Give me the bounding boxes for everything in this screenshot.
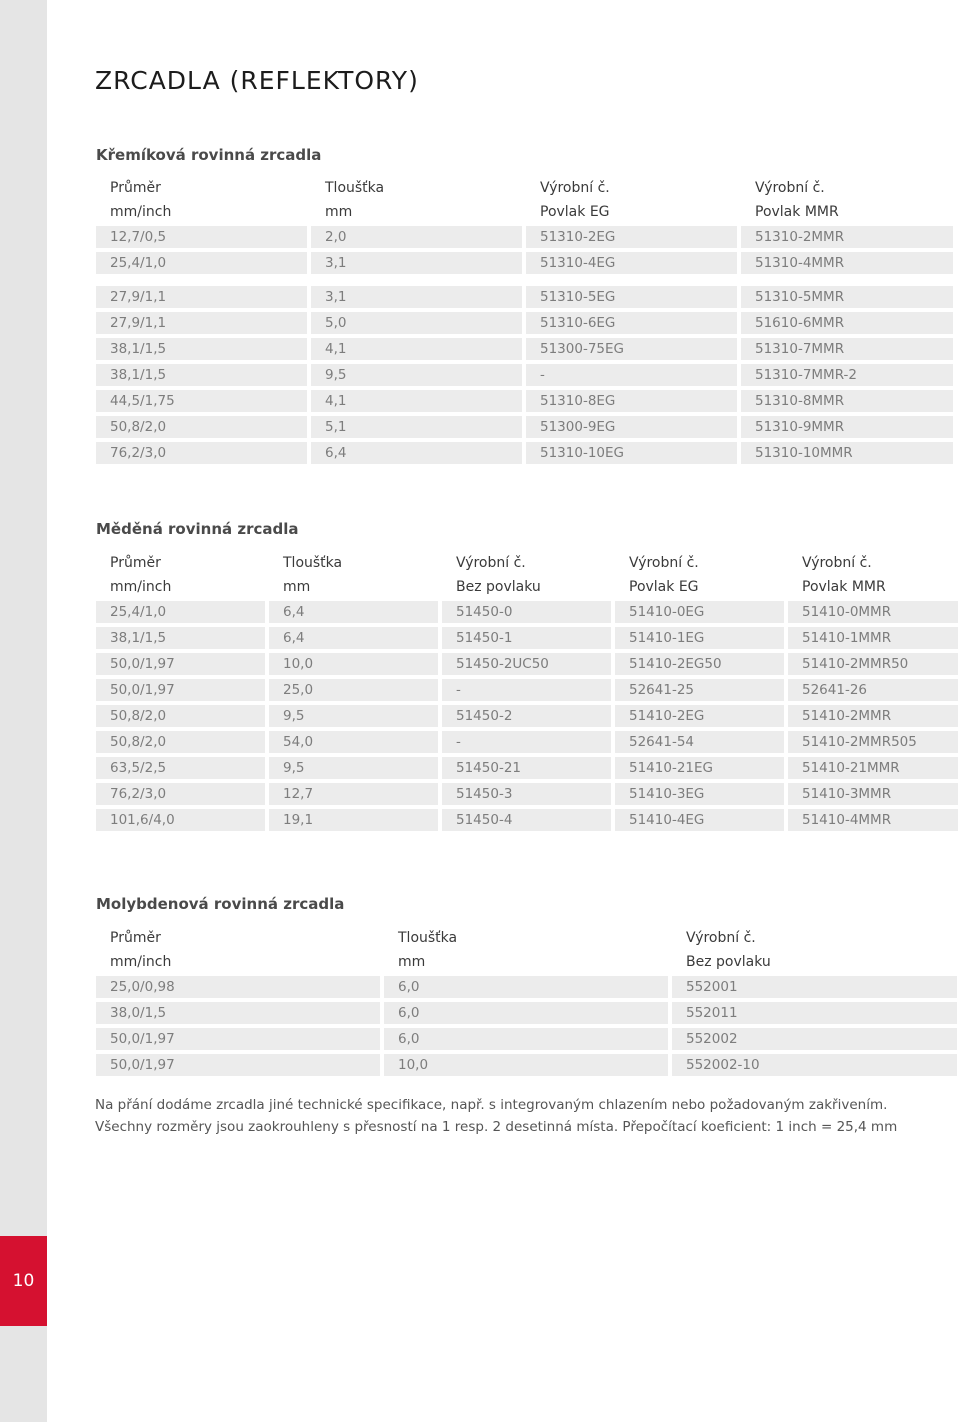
column-header: Bez povlaku [686, 954, 771, 970]
table-cell: 6,4 [269, 601, 438, 623]
table-cell: 51310-2EG [526, 226, 737, 248]
table-cell: 38,0/1,5 [96, 1002, 380, 1024]
table-cell: 51410-3MMR [788, 783, 958, 805]
column-header: Výrobní č. [686, 930, 756, 946]
table-cell: 5,0 [311, 312, 522, 334]
table-cell: 51310-2MMR [741, 226, 953, 248]
table-cell: 51410-2MMR505 [788, 731, 958, 753]
column-header: Povlak MMR [802, 579, 886, 595]
table-cell: 552001 [672, 976, 957, 998]
table-cell: 51450-2 [442, 705, 611, 727]
table-cell: 51450-3 [442, 783, 611, 805]
section-title-molybdenum: Molybdenová rovinná zrcadla [96, 895, 345, 913]
table-cell: 38,1/1,5 [96, 627, 265, 649]
table-cell: 552002-10 [672, 1054, 957, 1076]
section-title-silicon: Křemíková rovinná zrcadla [96, 146, 322, 164]
table-cell: 51410-2EG50 [615, 653, 784, 675]
silicon-mirrors-table [96, 178, 957, 464]
table-cell: 6,4 [311, 442, 522, 464]
table-cell: 51410-4MMR [788, 809, 958, 831]
table-cell: 9,5 [311, 364, 522, 386]
table-cell: 12,7 [269, 783, 438, 805]
table-cell: 19,1 [269, 809, 438, 831]
table-cell: 9,5 [269, 757, 438, 779]
table-cell: 51610-6MMR [741, 312, 953, 334]
table-cell: 51410-1MMR [788, 627, 958, 649]
table-cell: 51410-1EG [615, 627, 784, 649]
table-cell: 51310-5MMR [741, 286, 953, 308]
table-cell: 51410-0MMR [788, 601, 958, 623]
column-header: Průměr [110, 180, 161, 196]
table-cell: 3,1 [311, 252, 522, 274]
table-cell: 51310-4EG [526, 252, 737, 274]
column-header: mm/inch [110, 954, 172, 970]
table-cell: 51300-9EG [526, 416, 737, 438]
table-cell: 50,0/1,97 [96, 1028, 380, 1050]
table-cell: 51410-3EG [615, 783, 784, 805]
page-number-badge: 10 [0, 1236, 47, 1326]
table-cell: 51310-4MMR [741, 252, 953, 274]
table-cell: 51450-0 [442, 601, 611, 623]
table-cell: 50,0/1,97 [96, 653, 265, 675]
table-cell: 51300-75EG [526, 338, 737, 360]
table-cell: 52641-26 [788, 679, 958, 701]
table-cell: 27,9/1,1 [96, 312, 307, 334]
sidebar-strip [0, 0, 47, 1422]
table-cell: 51450-1 [442, 627, 611, 649]
table-cell: 10,0 [384, 1054, 668, 1076]
table-cell: 552002 [672, 1028, 957, 1050]
column-header: mm [398, 954, 426, 970]
table-cell: 76,2/3,0 [96, 783, 265, 805]
table-cell: 51310-10MMR [741, 442, 953, 464]
column-header: Tloušťka [325, 180, 385, 196]
table-cell: 52641-25 [615, 679, 784, 701]
table-cell: 6,0 [384, 1028, 668, 1050]
column-header: mm [283, 579, 311, 595]
column-header: Výrobní č. [540, 180, 610, 196]
table-cell: 6,4 [269, 627, 438, 649]
column-header: Povlak MMR [755, 204, 839, 220]
table-cell: 51410-2MMR50 [788, 653, 958, 675]
table-cell: 51450-21 [442, 757, 611, 779]
table-cell: 51410-21EG [615, 757, 784, 779]
table-cell: 51410-21MMR [788, 757, 958, 779]
table-cell: 50,8/2,0 [96, 416, 307, 438]
table-cell: 25,4/1,0 [96, 601, 265, 623]
table-cell: 4,1 [311, 338, 522, 360]
table-cell: 3,1 [311, 286, 522, 308]
table-cell: 51310-10EG [526, 442, 737, 464]
table-cell: 38,1/1,5 [96, 338, 307, 360]
table-cell: 51410-2EG [615, 705, 784, 727]
table-cell: 76,2/3,0 [96, 442, 307, 464]
table-cell: 51310-8EG [526, 390, 737, 412]
section-title-copper: Měděná rovinná zrcadla [96, 520, 299, 538]
table-cell: 6,0 [384, 976, 668, 998]
table-cell: 51410-4EG [615, 809, 784, 831]
table-cell: 51410-2MMR [788, 705, 958, 727]
table-cell: 4,1 [311, 390, 522, 412]
table-cell: 25,4/1,0 [96, 252, 307, 274]
table-cell: 51310-7MMR-2 [741, 364, 953, 386]
table-cell: 12,7/0,5 [96, 226, 307, 248]
table-cell: 50,8/2,0 [96, 705, 265, 727]
column-header: Výrobní č. [456, 555, 526, 571]
table-cell: 2,0 [311, 226, 522, 248]
column-header: Výrobní č. [755, 180, 825, 196]
footnote-line: Všechny rozměry jsou zaokrouhleny s přesností na 1 resp. 2 desetinná místa. Přepočítací koeficient: 1 inch = 25,4 mm [95, 1119, 898, 1135]
table-cell: 52641-54 [615, 731, 784, 753]
copper-mirrors-table [96, 553, 957, 831]
column-header: mm/inch [110, 579, 172, 595]
table-cell: 6,0 [384, 1002, 668, 1024]
table-cell: 51450-4 [442, 809, 611, 831]
table-cell: 27,9/1,1 [96, 286, 307, 308]
table-cell: 51450-2UC50 [442, 653, 611, 675]
table-cell: 25,0/0,98 [96, 976, 380, 998]
column-header: Průměr [110, 930, 161, 946]
column-header: Povlak EG [540, 204, 610, 220]
column-header: mm/inch [110, 204, 172, 220]
molybdenum-mirrors-table [96, 928, 957, 1076]
column-header: Výrobní č. [802, 555, 872, 571]
table-cell: 63,5/2,5 [96, 757, 265, 779]
footnote [95, 1094, 897, 1138]
row-spacer [96, 278, 953, 282]
column-header: Výrobní č. [629, 555, 699, 571]
table-cell: 44,5/1,75 [96, 390, 307, 412]
table-cell: 5,1 [311, 416, 522, 438]
table-cell: 101,6/4,0 [96, 809, 265, 831]
column-header: mm [325, 204, 353, 220]
table-cell: 50,8/2,0 [96, 731, 265, 753]
table-cell: 51310-6EG [526, 312, 737, 334]
table-cell: 54,0 [269, 731, 438, 753]
footnote-line: Na přání dodáme zrcadla jiné technické specifikace, např. s integrovaným chlazením nebo požadovaným zakřivením. [95, 1097, 888, 1113]
table-cell: 25,0 [269, 679, 438, 701]
column-header: Tloušťka [398, 930, 458, 946]
page-title: ZRCADLA (REFLEKTORY) [95, 66, 419, 95]
table-cell: 51310-8MMR [741, 390, 953, 412]
column-header: Průměr [110, 555, 161, 571]
table-cell: 51310-9MMR [741, 416, 953, 438]
column-header: Povlak EG [629, 579, 699, 595]
table-cell: - [442, 731, 611, 753]
table-cell: 38,1/1,5 [96, 364, 307, 386]
table-cell: 51310-5EG [526, 286, 737, 308]
table-cell: - [526, 364, 737, 386]
table-cell: 51310-7MMR [741, 338, 953, 360]
column-header: Tloušťka [283, 555, 343, 571]
table-cell: 50,0/1,97 [96, 1054, 380, 1076]
table-cell: - [442, 679, 611, 701]
column-header: Bez povlaku [456, 579, 541, 595]
table-cell: 50,0/1,97 [96, 679, 265, 701]
table-cell: 51410-0EG [615, 601, 784, 623]
table-cell: 552011 [672, 1002, 957, 1024]
table-cell: 10,0 [269, 653, 438, 675]
table-cell: 9,5 [269, 705, 438, 727]
